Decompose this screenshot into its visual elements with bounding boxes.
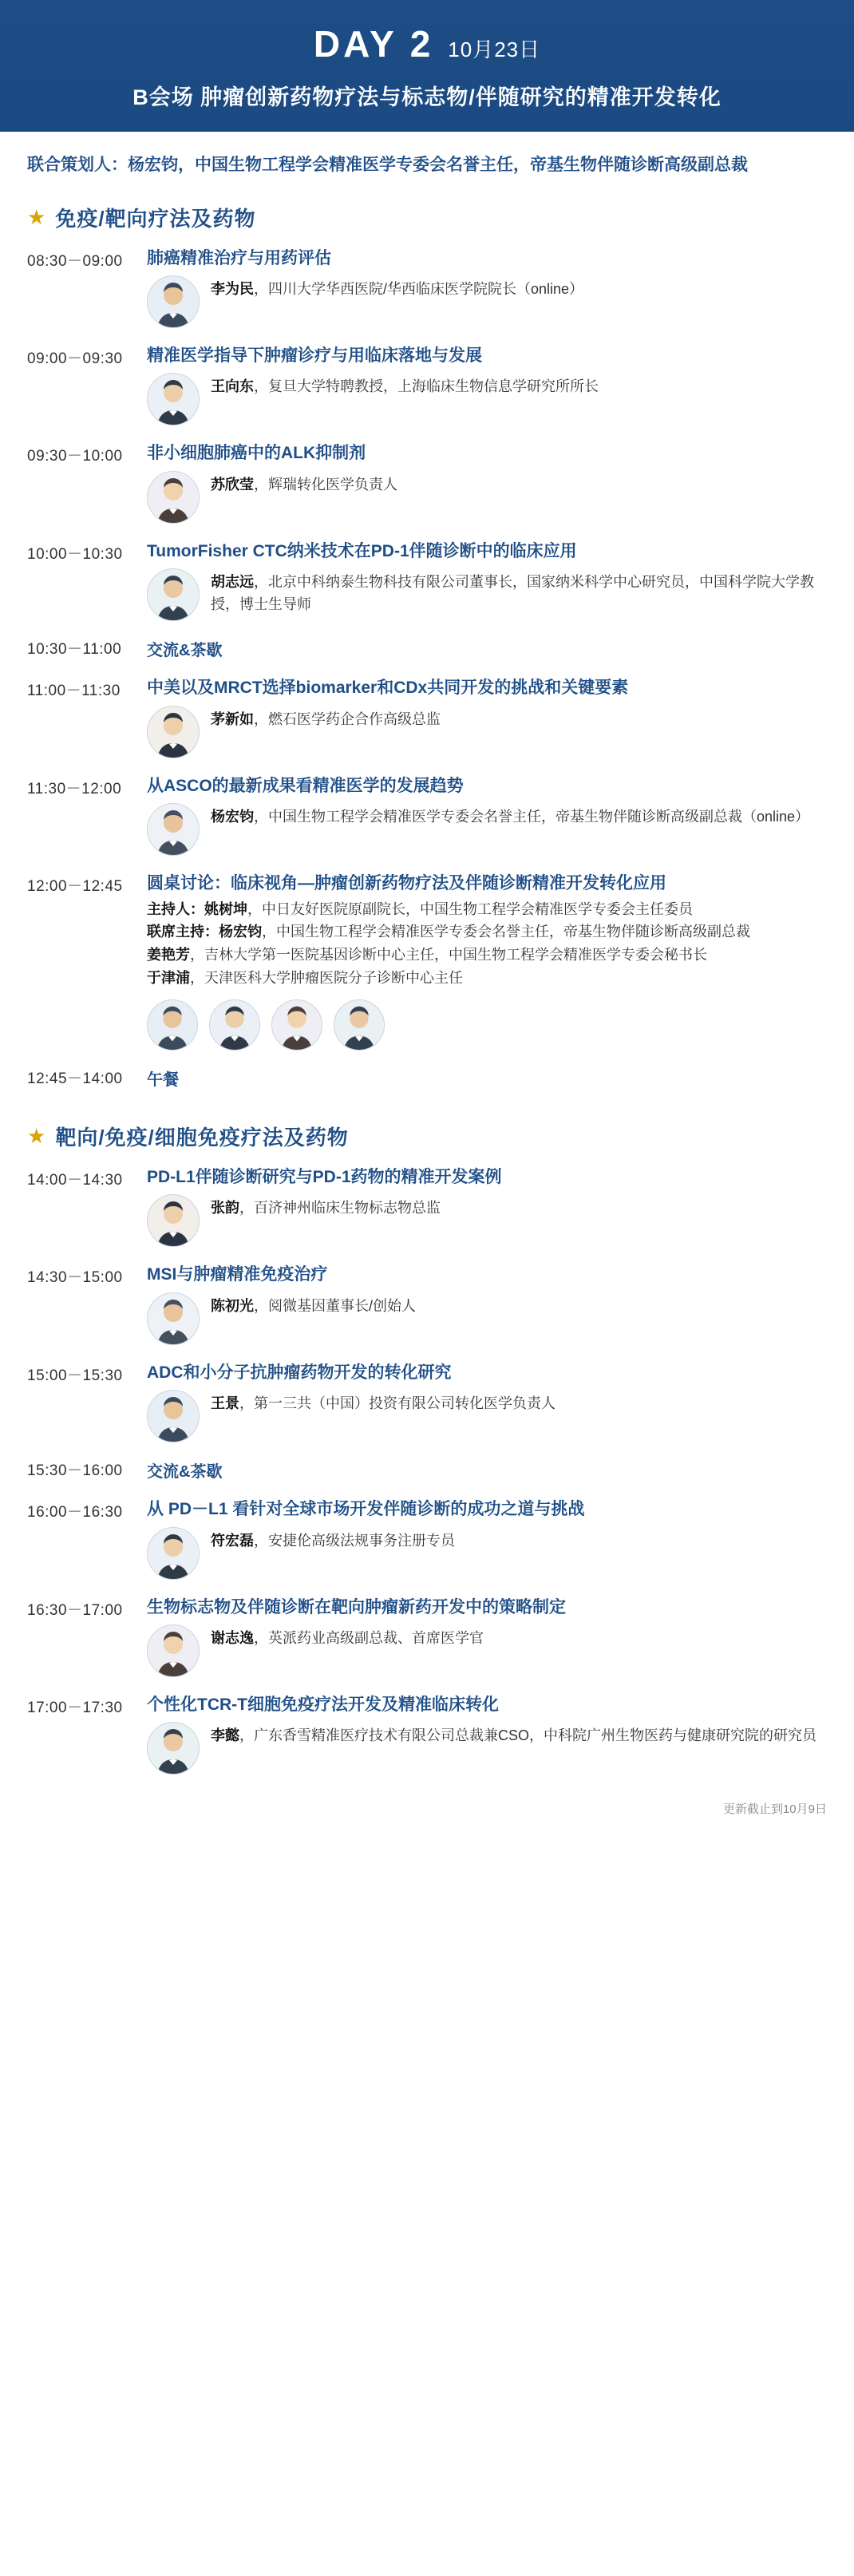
section-header-0 [27,203,827,232]
session-list-0 [27,239,827,1098]
speaker-block [147,1194,827,1247]
session-time: 12:45－14:00 [27,1070,123,1087]
day-label: DAY 2 [313,23,434,65]
session-row [27,1353,827,1450]
sections-root [0,203,854,1783]
session-row [27,1255,827,1352]
speaker-block [147,1624,827,1677]
session-title: PD-L1伴随诊断研究与PD-1药物的精准开发案例 [147,1167,502,1186]
session-body [147,247,827,328]
roundtable-line: 姜艳芳，吉林大学第一医院基因诊断中心主任，中国生物工程学会精准医学专委会秘书长 [147,947,707,964]
roundtable-participants [147,898,827,990]
session-body [147,1693,827,1775]
session-title: TumorFisher CTC纳米技术在PD-1伴随诊断中的临床应用 [147,541,577,560]
session-time: 15:30－16:00 [27,1462,123,1480]
avatar [209,999,260,1051]
session-body [147,540,827,621]
session-time: 17:00－17:30 [27,1699,123,1716]
session-row [27,1685,827,1783]
session-row [27,864,827,1058]
speaker-block [147,1527,827,1580]
break-label: 交流&茶歇 [147,642,223,660]
session-body [147,1263,827,1344]
avatar [147,999,198,1051]
speaker-block [147,1390,827,1442]
section-header-1 [27,1122,827,1151]
avatar [147,1390,200,1442]
avatar [147,803,200,856]
avatar [147,275,200,328]
session-title: MSI与肿瘤精准免疫治疗 [147,1265,328,1284]
break-row [27,629,827,668]
session-title: 从ASCO的最新成果看精准医学的发展趋势 [147,776,464,795]
session-title: 肺癌精准治疗与用药评估 [147,248,331,267]
section-title: 免疫/靶向疗法及药物 [55,206,256,231]
avatar [147,1527,200,1580]
avatar [147,1722,200,1775]
speaker-block [147,803,827,856]
avatar [147,373,200,425]
speaker-desc: 符宏磊，安捷伦高级法规事务注册专员 [211,1532,455,1549]
session-body [147,1498,827,1579]
speaker-desc: 茅新如，燃石医学药企合作高级总监 [211,710,441,727]
session-body [147,774,827,856]
session-time: 14:00－14:30 [27,1171,123,1189]
session-body [147,1458,827,1482]
session-row [27,1157,827,1255]
avatar [147,1292,200,1345]
session-time: 10:30－11:00 [27,641,122,659]
organizer-line: 联合策划人：杨宏钧，中国生物工程学会精准医学专委会名誉主任，帝基生物伴随诊断高级副总裁 [27,156,748,174]
speaker-desc: 陈初光，阅微基因董事长/创始人 [211,1297,416,1314]
section-title: 靶向/免疫/细胞免疫疗法及药物 [55,1125,349,1150]
session-body [147,872,827,1051]
star-icon: ★ [27,1124,46,1149]
roundtable-line: 联席主持：杨宏钧，中国生物工程学会精准医学专委会名誉主任，帝基生物伴随诊断高级副总裁 [147,924,750,940]
speaker-block [147,471,827,524]
speaker-block [147,706,827,758]
session-list-1 [27,1157,827,1783]
session-time: 08:30－09:00 [27,252,123,270]
session-row [27,532,827,629]
session-row [27,766,827,864]
session-title: 个性化TCR-T细胞免疫疗法开发及精准临床转化 [147,1695,499,1714]
session-row [27,668,827,766]
speaker-desc: 李为民，四川大学华西医院/华西临床医学院院长（online） [211,280,584,297]
session-row [27,1588,827,1685]
session-body [147,676,827,758]
star-icon: ★ [27,205,46,230]
avatar [147,471,200,524]
speaker-block [147,1722,827,1775]
session-time: 16:00－16:30 [27,1504,123,1521]
session-time: 09:00－09:30 [27,350,123,367]
speaker-desc: 张韵，百济神州临床生物标志物总监 [211,1200,441,1217]
session-title: 非小细胞肺癌中的ALK抑制剂 [147,444,366,463]
session-row [27,1490,827,1587]
speaker-block [147,275,827,328]
break-row [27,1058,827,1098]
session-body [147,1165,827,1247]
session-title: 圆桌讨论：临床视角—肿瘤创新药物疗法及伴随诊断精准开发转化应用 [147,874,666,893]
avatar [147,568,200,621]
session-row [27,433,827,531]
page-header [0,0,854,132]
session-time: 12:00－12:45 [27,878,123,896]
roundtable-avatars [147,999,827,1051]
break-label: 午餐 [147,1070,179,1089]
speaker-desc: 李懿，广东香雪精准医疗技术有限公司总裁兼CSO，中科院广州生物医药与健康研究院的研究员 [211,1727,817,1744]
speaker-block [147,568,827,621]
session-time: 15:00－15:30 [27,1367,123,1384]
session-body [147,344,827,425]
session-title: ADC和小分子抗肿瘤药物开发的转化研究 [147,1363,452,1382]
roundtable-line: 主持人：姚树坤，中日友好医院原副院长，中国生物工程学会精准医学专委会主任委员 [147,900,693,917]
avatar [147,706,200,758]
session-title: 中美以及MRCT选择biomarker和CDx共同开发的挑战和关键要素 [147,679,629,698]
break-label: 交流&茶歇 [147,1463,223,1482]
speaker-desc: 王景，第一三共（中国）投资有限公司转化医学负责人 [211,1395,555,1412]
speaker-block [147,373,827,425]
session-time: 14:30－15:00 [27,1269,123,1287]
speaker-block [147,1292,827,1345]
session-time: 10:00－10:30 [27,545,123,563]
speaker-desc: 王向东，复旦大学特聘教授，上海临床生物信息学研究所所长 [211,378,599,395]
speaker-desc: 胡志远，北京中科纳泰生物科技有限公司董事长，国家纳米科学中心研究员，中国科学院大学教授，博士生导师 [211,574,814,613]
break-row [27,1450,827,1490]
session-row [27,239,827,336]
session-row [27,336,827,433]
session-title: 从 PD－L1 看针对全球市场开发伴随诊断的成功之道与挑战 [147,1500,585,1519]
session-body [147,441,827,523]
session-body [147,1596,827,1677]
roundtable-line: 于津浦，天津医科大学肿瘤医院分子诊断中心主任 [147,970,463,986]
day-date: 10月23日 [448,38,541,61]
session-time: 11:30－12:00 [27,780,122,797]
session-title: 精准医学指导下肿瘤诊疗与用临床落地与发展 [147,346,482,365]
session-title: 生物标志物及伴随诊断在靶向肿瘤新药开发中的策略制定 [147,1597,566,1616]
session-time: 16:30－17:00 [27,1601,123,1619]
session-body [147,637,827,660]
header-subtitle: B会场 肿瘤创新药物疗法与标志物/伴随研究的精准开发转化 [132,85,722,109]
session-body [147,1066,827,1090]
avatar [147,1624,200,1677]
speaker-desc: 谢志逸，英派药业高级副总裁、首席医学官 [211,1629,484,1646]
session-body [147,1361,827,1442]
session-time: 09:30－10:00 [27,448,123,465]
avatar [147,1194,200,1247]
day-row [0,22,854,65]
avatar [271,999,322,1051]
session-time: 11:00－11:30 [27,683,121,700]
update-note: 更新截止到10月9日 [722,1802,827,1817]
speaker-desc: 苏欣莹，辉瑞转化医学负责人 [211,476,397,493]
speaker-desc: 杨宏钧，中国生物工程学会精准医学专委会名誉主任，帝基生物伴随诊断高级副总裁（online） [211,809,810,825]
avatar [334,999,385,1051]
